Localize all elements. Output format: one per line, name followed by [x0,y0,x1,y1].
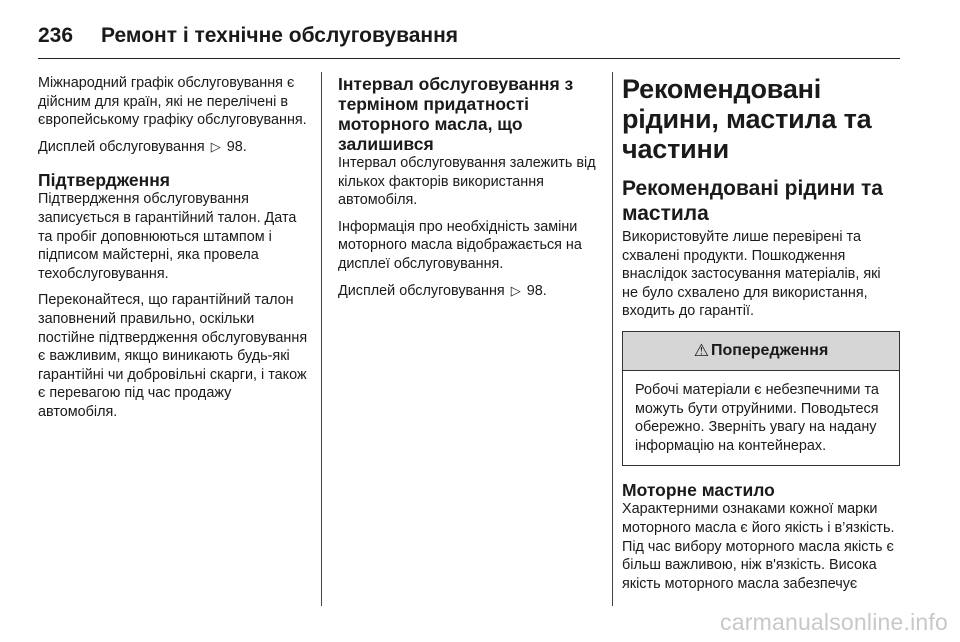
section-heading: Моторне мастило [622,480,775,501]
paragraph: Переконайтеся, що гарантійний талон заповнений правильно, оскільки постійне підтвердження обслуговування є важливим, якщо виникають будь-які гарантійні чи добровільні скарги, і також є перевагою під час продажу автомобіля. [38,292,308,420]
paragraph: Інформація про необхідність заміни моторного масла відображається на дисплеї обслуговування. [338,218,582,272]
warning-header [623,332,899,371]
column-right [622,74,900,601]
page-title: Ремонт і технічне обслуговування [101,24,459,47]
chapter-heading: Рекомендовані рідини, мастила та частини [622,74,872,164]
warning-box [622,331,900,466]
subsection-heading: Рекомендовані рідини та мастила [622,177,883,225]
warning-text: Робочі матеріали є небезпечними та можуть бути отруйними. Поводьтеся обережно. Зверніть увагу на надану інформацію на контейнерах. [635,381,879,454]
paragraph: Підтвердження обслуговування записується в гарантійний талон. Дата та пробіг доповнюються штампом і підписом майстерні, яка провела техобслуговування. [38,191,297,282]
page-header [38,14,900,59]
reference-page[interactable]: 98. [226,138,247,155]
section-heading: Підтвердження [38,170,171,191]
page-number: 236 [38,24,74,47]
reference-arrow-icon: ▷ [510,282,521,298]
column-divider [321,72,322,606]
reference-arrow-icon: ▷ [210,138,221,154]
paragraph: Інтервал обслуговування залежить від кількох факторів використання автомобіля. [338,155,596,209]
paragraph-with-reference [338,282,610,301]
warning-triangle-icon: ⚠ [693,340,709,360]
column-left [38,74,308,430]
watermark: carmanualsonline.info [720,609,948,635]
column-middle [338,74,610,308]
column-divider [612,72,613,606]
section-heading: Інтервал обслуговування з терміном придатності моторного масла, що залишився [338,74,574,154]
paragraph-with-reference [38,138,308,157]
reference-page[interactable]: 98. [526,282,547,299]
reference-text: Дисплей обслуговування [38,138,205,155]
paragraph: Характерними ознаками кожної марки моторного масла є його якість і в’язкість. Під час вибору моторного масла якість є більш важливою, ніж в'язкість. Висока якість моторного масла забезпечує [622,501,895,592]
reference-text: Дисплей обслуговування [338,282,505,299]
paragraph: Міжнародний графік обслуговування є дійсним для країн, які не перелічені в європейському графіку обслуговування. [38,75,307,129]
warning-title: Попередження [710,341,829,359]
paragraph: Використовуйте лише перевірені та схвалені продукти. Пошкодження внаслідок застосування матеріалів, які не було схвалено для використання, входить до гарантії. [622,229,881,320]
warning-body [623,371,899,465]
